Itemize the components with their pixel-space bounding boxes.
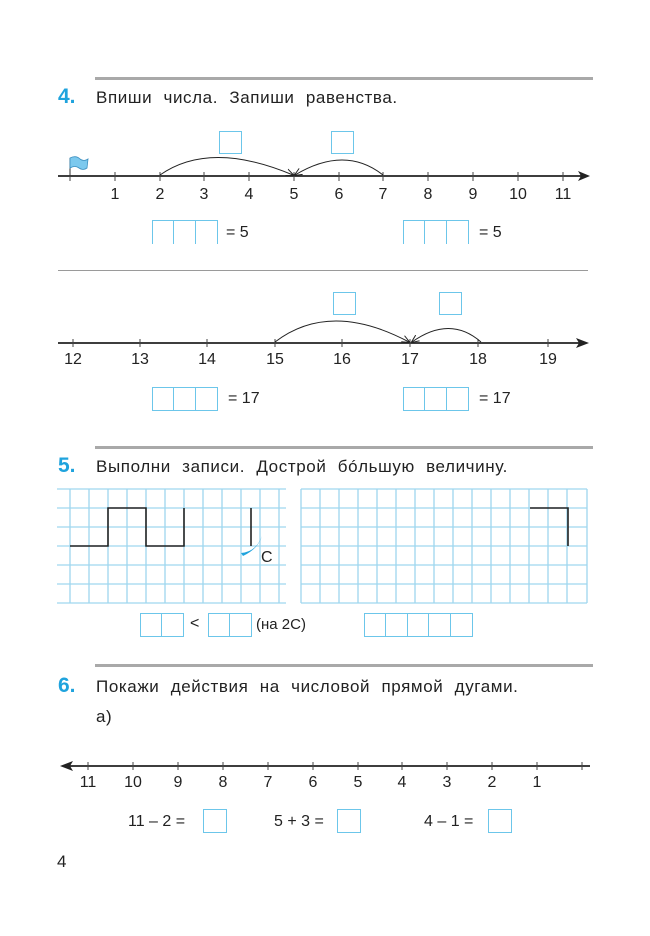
- expression: 4 – 1 =: [424, 813, 474, 830]
- tick-label: 11: [79, 774, 97, 791]
- expression: 11 – 2 =: [128, 813, 186, 830]
- tick-label: 3: [199, 186, 209, 203]
- tick-label: 19: [539, 351, 557, 368]
- expression: 5 + 3 =: [274, 813, 324, 830]
- tick-label: 2: [487, 774, 497, 791]
- task-number: 6.: [58, 674, 76, 697]
- tick-label: 4: [397, 774, 407, 791]
- tick-label: 6: [308, 774, 318, 791]
- answer-box[interactable]: [203, 809, 227, 833]
- tick-label: 8: [423, 186, 433, 203]
- task-number: 4.: [58, 85, 76, 108]
- task-number: 5.: [58, 454, 76, 477]
- tick-label: 4: [244, 186, 254, 203]
- tick-label: 13: [131, 351, 149, 368]
- tick-label: 5: [289, 186, 299, 203]
- tick-label: 1: [110, 186, 120, 203]
- equation-result: = 17: [228, 390, 260, 407]
- tick-label: 1: [532, 774, 542, 791]
- subpart-label: а): [96, 707, 113, 726]
- hint-text: (на 2С): [256, 616, 306, 633]
- tick-label: 16: [333, 351, 351, 368]
- tick-label: 12: [64, 351, 82, 368]
- tick-label: 3: [442, 774, 452, 791]
- tick-label: 14: [198, 351, 216, 368]
- tick-label: 9: [468, 186, 478, 203]
- tick-label: 10: [124, 774, 142, 791]
- tick-label: 15: [266, 351, 284, 368]
- equation-result: = 17: [479, 390, 511, 407]
- task-instruction: Выполни записи. Дострой бóльшую величину.: [96, 457, 508, 476]
- task-instruction: Покажи действия на числовой прямой дугами.: [96, 677, 519, 696]
- tick-label: 18: [469, 351, 487, 368]
- comparison-sign: <: [190, 615, 200, 632]
- tick-label: 9: [173, 774, 183, 791]
- tick-label: 2: [155, 186, 165, 203]
- tick-label: 7: [263, 774, 273, 791]
- equation-result: = 5: [226, 224, 249, 241]
- task-instruction: Впиши числа. Запиши равенства.: [96, 88, 398, 107]
- answer-box[interactable]: [488, 809, 512, 833]
- unit-label: С: [261, 549, 273, 566]
- tick-label: 5: [353, 774, 363, 791]
- equation-result: = 5: [479, 224, 502, 241]
- tick-label: 17: [401, 351, 419, 368]
- tick-label: 10: [509, 186, 527, 203]
- tick-label: 7: [378, 186, 388, 203]
- answer-box[interactable]: [337, 809, 361, 833]
- tick-label: 8: [218, 774, 228, 791]
- tick-label: 6: [334, 186, 344, 203]
- tick-label: 11: [554, 186, 572, 203]
- page-number: 4: [57, 852, 67, 871]
